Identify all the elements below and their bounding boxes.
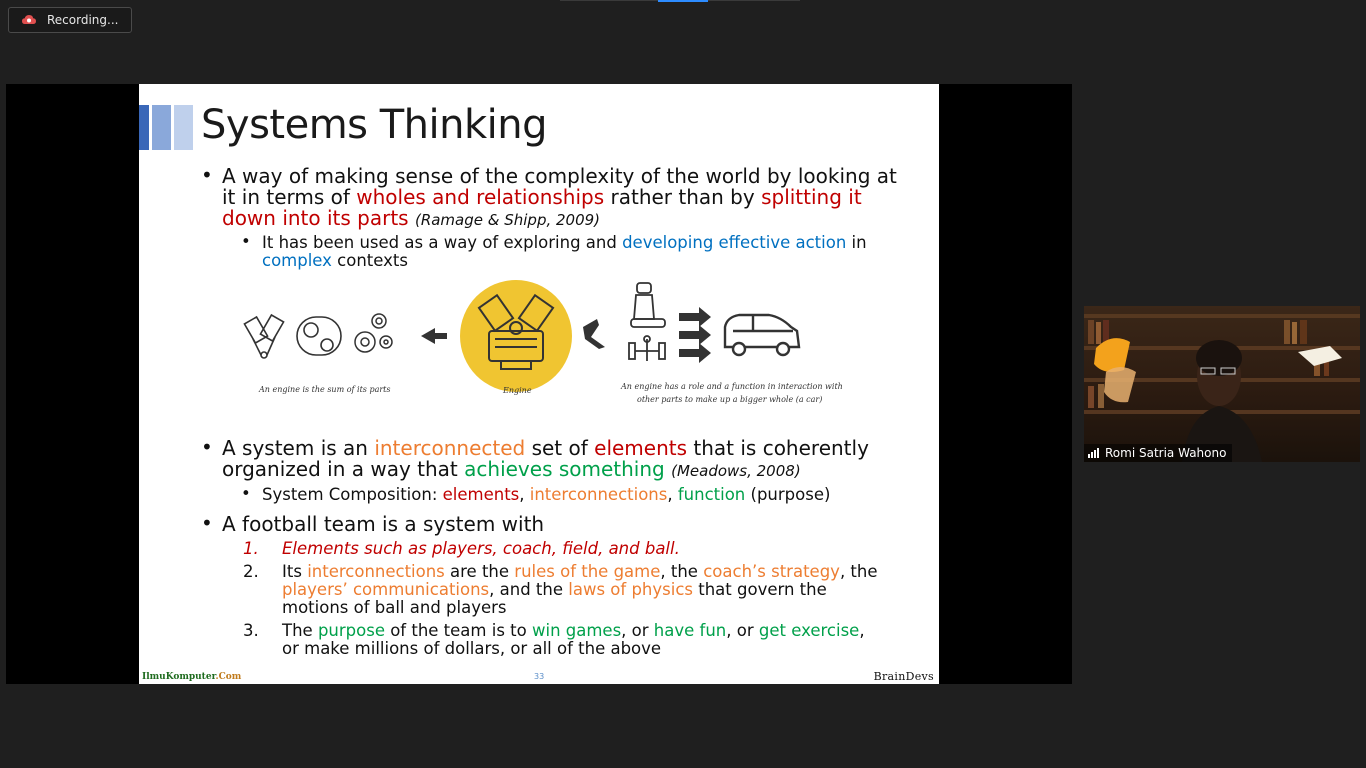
caption-role-line-2: other parts to make up a bigger whole (a car) [637, 395, 823, 404]
caption-role-line-1: An engine has a role and a function in interaction with [621, 382, 843, 391]
share-indicator[interactable] [658, 0, 708, 2]
list-item-1: Elements such as players, coach, field, and ball. [282, 539, 680, 558]
list-num-2: 2. [243, 562, 259, 581]
participant-name: Romi Satria Wahono [1105, 446, 1227, 460]
recording-label: Recording... [47, 13, 119, 27]
bullet-2-line-1: A system is an interconnected set of elements that is coherently [222, 436, 869, 460]
recording-indicator[interactable] [8, 7, 132, 33]
title-accent-bars [139, 105, 193, 150]
bullet-dot: • [201, 511, 213, 535]
bullet-2-line-2: organized in a way that achieves something (Meadows, 2008) [222, 457, 801, 481]
footer-logo-ilmukomputer: IlmuKomputer.Com [142, 672, 242, 682]
slide-number: 33 [534, 672, 545, 681]
cloud-record-icon [21, 13, 37, 27]
axle-icon [629, 336, 665, 361]
sub-bullet-1-line-1: It has been used as a way of exploring and developing effective action in [262, 233, 867, 252]
signal-icon [1088, 448, 1099, 458]
sub-bullet-2: System Composition: elements, interconnections, function (purpose) [262, 485, 831, 504]
caption-sum-of-parts: An engine is the sum of its parts [259, 385, 391, 394]
bullet-dot: • [201, 435, 213, 459]
car-icon [725, 315, 799, 355]
participant-video[interactable] [1084, 306, 1360, 462]
slide-title: Systems Thinking [201, 102, 547, 148]
engine-icon [460, 280, 572, 392]
list-item-3-line-1: The purpose of the team is to win games, or have fun, or get exercise, [282, 621, 865, 640]
gears-icon [355, 314, 392, 352]
engine-diagram [239, 279, 843, 409]
bullet-1-line-3: down into its parts (Ramage & Shipp, 2009) [222, 206, 601, 230]
list-item-2-line-2: players’ communications, and the laws of physics that govern the [282, 580, 827, 599]
video-frame [1084, 306, 1360, 462]
participant-name-tag [1084, 444, 1232, 462]
bullet-dot: • [241, 232, 251, 251]
footer-logo-braindevs: BrainDevs [873, 670, 934, 683]
bullet-3: A football team is a system with [222, 512, 545, 536]
pistons-icon [244, 315, 283, 358]
list-item-3-line-2: or make millions of dollars, or all of the above [282, 639, 662, 658]
bullet-dot: • [201, 163, 213, 187]
sub-bullet-1-line-2: complex contexts [262, 251, 408, 270]
bullet-dot: • [241, 484, 251, 503]
bullet-1-line-2: it in terms of wholes and relationships rather than by splitting it [222, 185, 862, 209]
right-arrows-icon [679, 307, 711, 363]
bullet-1-line-1: A way of making sense of the complexity of the world by looking at [222, 164, 897, 188]
list-num-1: 1. [243, 539, 259, 558]
swap-arrow-icon [583, 319, 605, 349]
belt-icon [297, 317, 341, 355]
list-item-2-line-1: Its interconnections are the rules of the game, the coach’s strategy, the [282, 562, 878, 581]
list-item-2-line-3: motions of ball and players [282, 598, 507, 617]
left-arrow-icon [421, 328, 447, 344]
caption-engine: Engine [503, 386, 532, 395]
presentation-slide [139, 84, 939, 684]
seat-icon [631, 283, 665, 327]
list-num-3: 3. [243, 621, 259, 640]
